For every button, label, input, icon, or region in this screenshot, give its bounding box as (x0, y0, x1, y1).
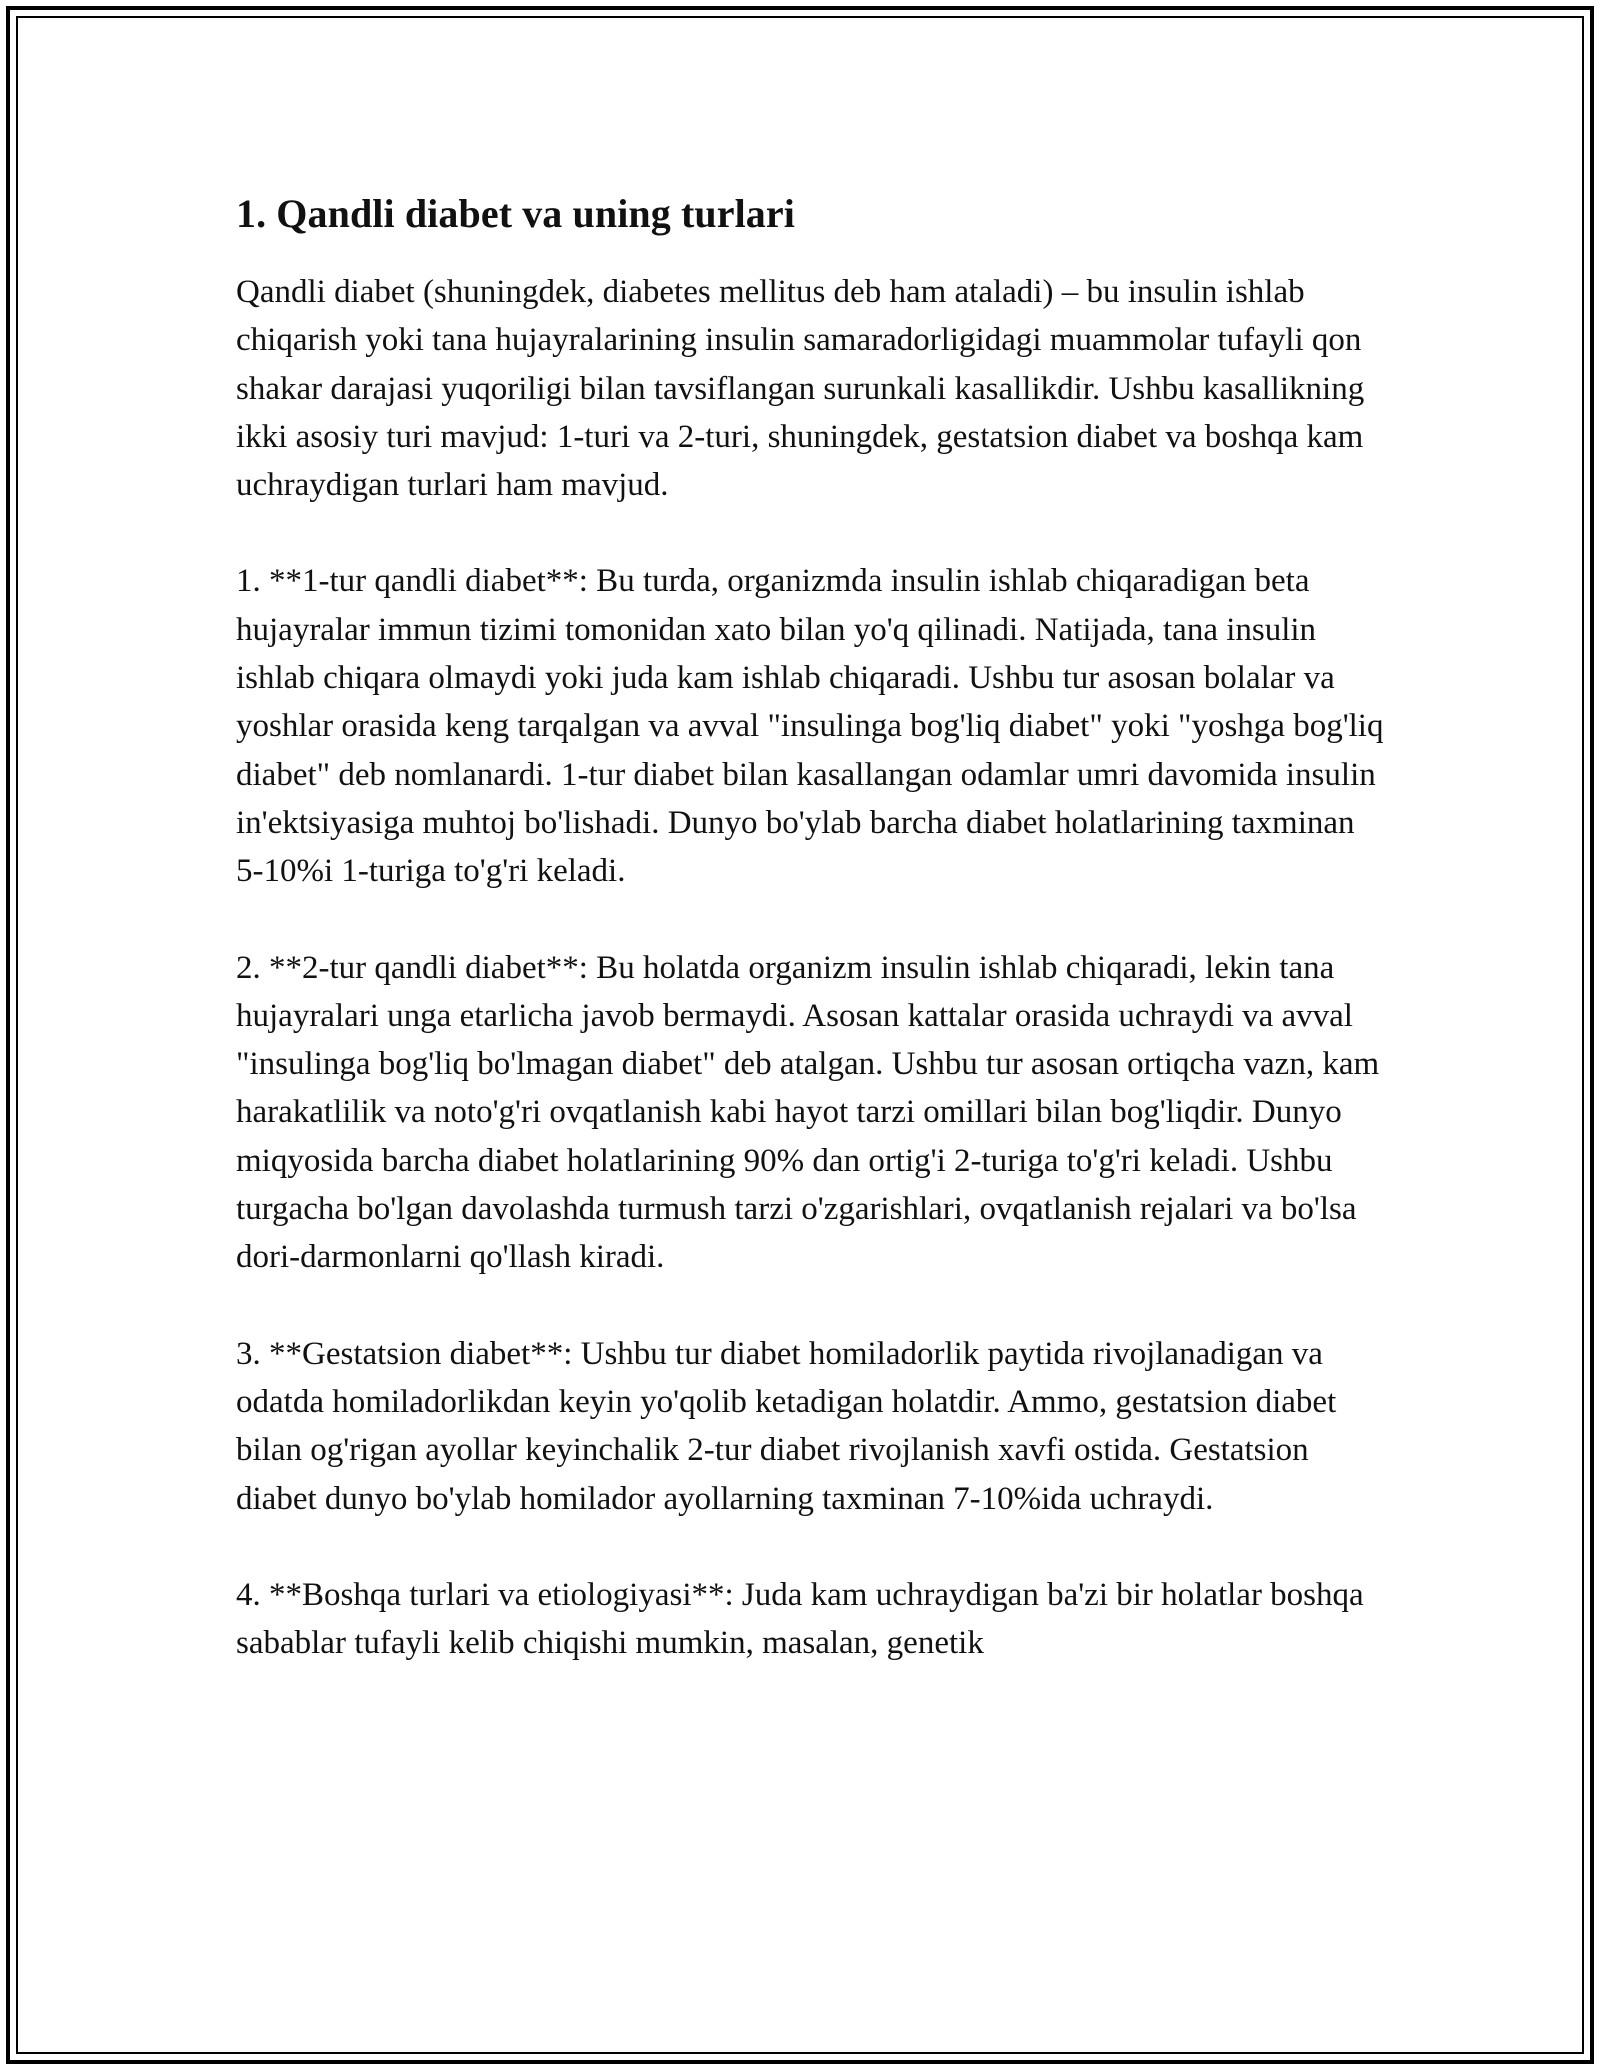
gestational-paragraph: 3. **Gestatsion diabet**: Ushbu tur diabet homiladorlik paytida rivojlanadigan va odatda homiladorlikdan keyin yo'qolib ketadigan holatdir. Ammo, gestatsion diabet bilan og'rigan ayollar keyinchalik 2-tur diabet rivojlanish xavfi ostida. Gestatsion diabet dunyo bo'ylab homilador ayollarning taxminan 7-10%ida uchraydi. (236, 1335, 1337, 1517)
intro-paragraph: Qandli diabet (shuningdek, diabetes mellitus deb ham ataladi) – bu insulin ishlab chiqarish yoki tana hujayralarining insulin samaradorligidagi muammolar tufayli qon shakar darajasi yuqoriligi bilan tavsiflangan surunkali kasallikdir. Ushbu kasallikning ikki asosiy turi mavjud: 1-turi va 2-turi, shuningdek, gestatsion diabet va boshqa kam uchraydigan turlari ham mavjud. (236, 274, 1365, 504)
document-body (236, 186, 1386, 1715)
other-types-paragraph: 4. **Boshqa turlari va etiologiyasi**: Juda kam uchraydigan ba'zi bir holatlar boshqa sabablar tufayli kelib chiqishi mumkin, masalan, genetik (236, 1576, 1364, 1662)
type-2-paragraph: 2. **2-tur qandli diabet**: Bu holatda organizm insulin ishlab chiqaradi, lekin tana hujayralari unga etarlicha javob bermaydi. Asosan kattalar orasida uchraydi va avval "insulinga bog'liq bo'lmagan diabet" deb atalgan. Ushbu tur asosan ortiqcha vazn, kam harakatlilik va noto'g'ri ovqatlanish kabi hayot tarzi omillari bilan bog'liqdir. Dunyo miqyosida barcha diabet holatlarining 90% dan ortig'i 2-turiga to'g'ri keladi. Ushbu turgacha bo'lgan davolashda turmush tarzi o'zgarishlari, ovqatlanish rejalari va bo'lsa dori-darmonlarni qo'llash kiradi. (236, 949, 1380, 1276)
type-1-paragraph: 1. **1-tur qandli diabet**: Bu turda, organizmda insulin ishlab chiqaradigan beta hujayralar immun tizimi tomonidan xato bilan yo'q qilinadi. Natijada, tana insulin ishlab chiqara olmaydi yoki juda kam ishlab chiqaradi. Ushbu tur asosan bolalar va yoshlar orasida keng tarqalgan va avval "insulinga bog'liq diabet" yoki "yoshga bog'liq diabet" deb nomlanardi. 1-tur diabet bilan kasallangan odamlar umri davomida insulin in'ektsiyasiga muhtoj bo'lishadi. Dunyo bo'ylab barcha diabet holatlarining taxminan 5-10%i 1-turiga to'g'ri keladi. (236, 563, 1384, 890)
section-heading: 1. Qandli diabet va uning turlari (236, 191, 795, 236)
